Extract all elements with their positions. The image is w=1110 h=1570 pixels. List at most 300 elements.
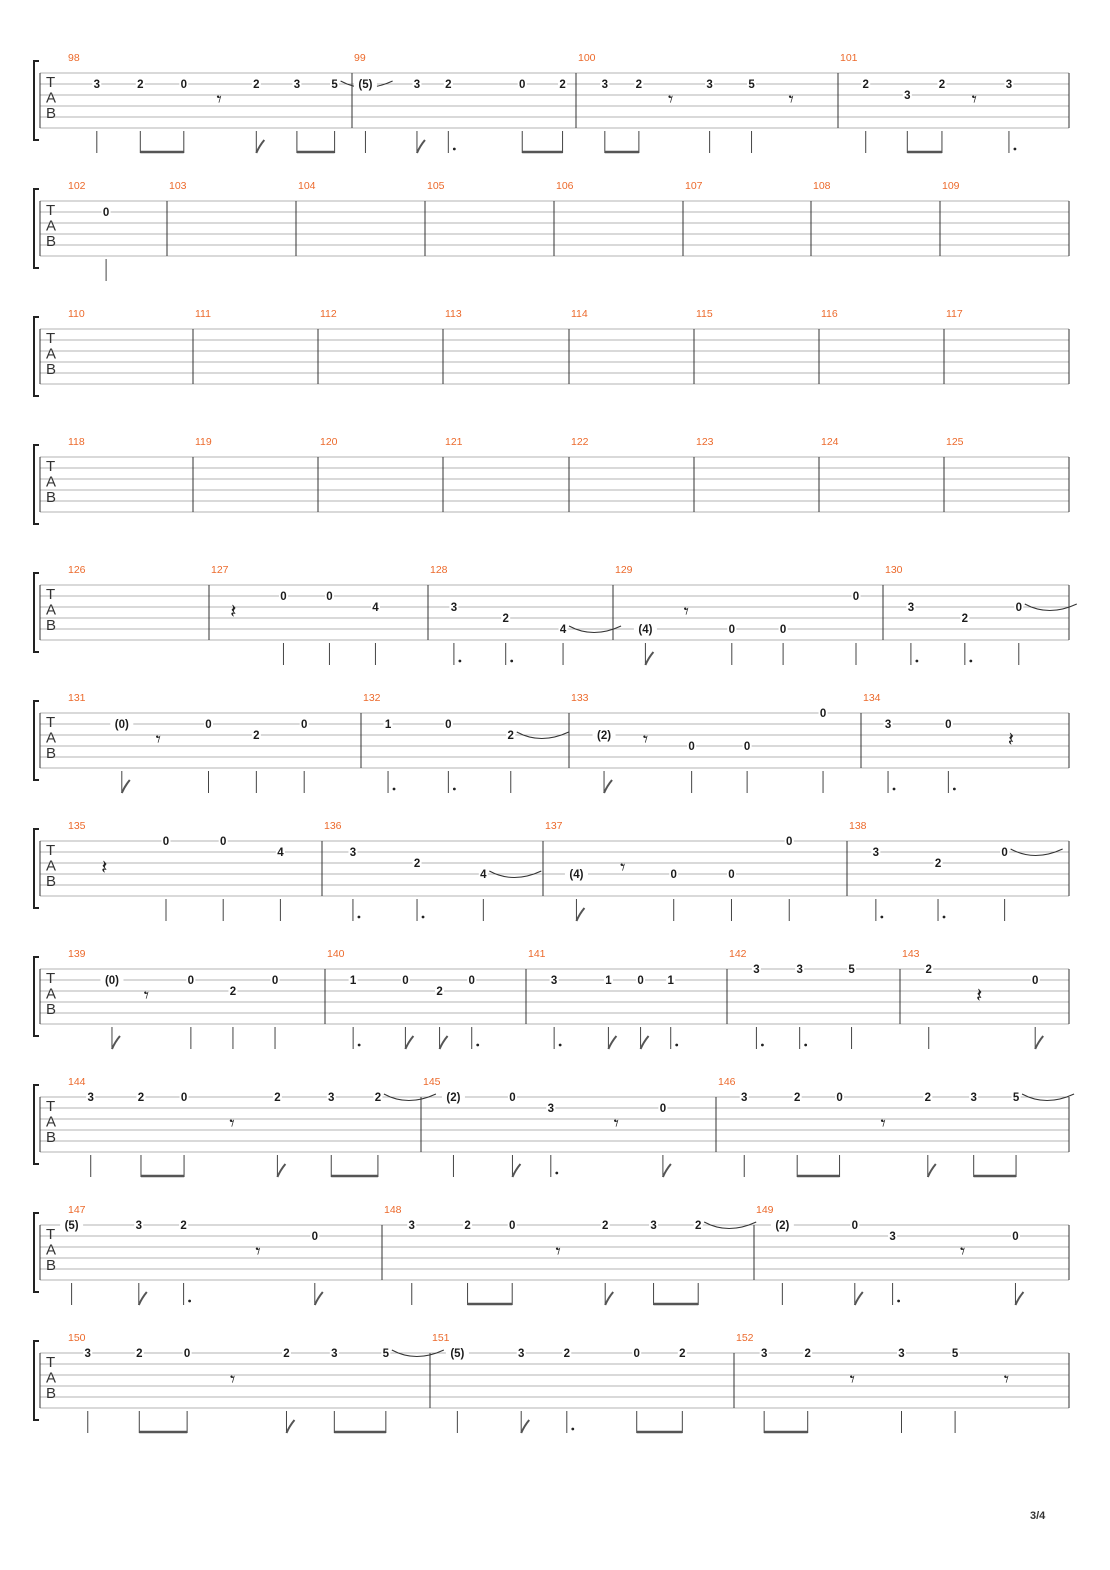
fret-number: 2 <box>924 1092 932 1104</box>
fret-number: 2 <box>559 79 566 91</box>
measure-number: 100 <box>578 52 596 64</box>
tab-clef-letter: T <box>46 1354 56 1371</box>
eighth-flag <box>521 1420 529 1433</box>
tab-clef-letter: T <box>46 74 56 91</box>
fret-number: 0 <box>311 1231 319 1243</box>
duration-dot <box>943 916 946 919</box>
tab-system <box>34 1076 1074 1177</box>
eighth-rest: 𝄾 <box>620 855 626 879</box>
measure-number: 152 <box>736 1332 754 1344</box>
fret-number: 3 <box>898 1348 905 1360</box>
measure-number: 99 <box>354 52 366 64</box>
system-bracket <box>34 701 39 780</box>
fret-number: 0 <box>271 975 279 987</box>
fret-number: 3 <box>884 719 892 731</box>
fret-number: (0) <box>114 719 129 731</box>
tab-system <box>34 52 1069 153</box>
tab-clef-letter: B <box>46 361 57 378</box>
fret-number: (5) <box>450 1348 465 1360</box>
fret-number: 3 <box>517 1348 525 1360</box>
duration-dot <box>459 660 462 663</box>
fret-number: 3 <box>328 1092 335 1104</box>
measure-number: 132 <box>363 692 381 704</box>
measure-number: 143 <box>902 948 920 960</box>
measure-number: 112 <box>320 308 337 320</box>
measure-number: 126 <box>68 564 86 576</box>
fret-number: 0 <box>836 1092 843 1104</box>
tab-clef-letter: A <box>46 985 57 1003</box>
tab-clef-letter: A <box>46 89 57 107</box>
fret-number: (5) <box>64 1220 79 1232</box>
fret-number: 0 <box>300 719 308 731</box>
eighth-flag <box>417 140 425 153</box>
tab-clef-letter: T <box>46 586 56 603</box>
eighth-flag <box>608 1036 616 1049</box>
eighth-flag <box>122 780 130 793</box>
fret-number: 3 <box>293 79 301 91</box>
fret-number: 2 <box>925 964 932 976</box>
system-bracket <box>34 189 39 268</box>
duration-dot <box>358 916 361 919</box>
tab-clef-letter: B <box>46 1385 57 1402</box>
measure-number: 145 <box>423 1076 441 1088</box>
fret-number: (4) <box>569 869 584 881</box>
fret-number: 3 <box>413 79 421 91</box>
measure-number: 131 <box>68 692 86 704</box>
tab-clef-letter: B <box>46 617 57 634</box>
system-bracket <box>34 317 39 396</box>
eighth-rest: 𝄾 <box>555 1239 561 1263</box>
tab-clef-letter: A <box>46 729 57 747</box>
system-bracket <box>34 573 39 652</box>
fret-number: 3 <box>84 1348 91 1360</box>
tab-clef-letter: A <box>46 217 57 235</box>
tab-system <box>34 564 1077 665</box>
measure-number: 140 <box>327 948 345 960</box>
eighth-flag <box>440 1036 448 1049</box>
eighth-flag <box>663 1164 671 1177</box>
eighth-flag <box>1035 1036 1043 1049</box>
fret-number: 0 <box>1001 847 1008 859</box>
fret-number: 2 <box>274 1092 281 1104</box>
fret-number: 2 <box>137 79 144 91</box>
eighth-flag <box>277 1164 285 1177</box>
fret-number: 2 <box>374 1092 382 1104</box>
measure-number: 121 <box>445 436 463 448</box>
fret-number: (2) <box>446 1092 461 1104</box>
measure-number: 115 <box>696 308 713 320</box>
fret-number: 2 <box>804 1348 811 1360</box>
tab-clef-letter: B <box>46 1129 57 1146</box>
tab-system <box>34 692 1069 793</box>
fret-number: 0 <box>180 79 188 91</box>
duration-dot <box>188 1300 191 1303</box>
fret-number: 0 <box>1012 1231 1019 1243</box>
tab-system <box>34 820 1069 921</box>
tab-clef-letter: A <box>46 473 57 491</box>
fret-number: 1 <box>349 975 357 987</box>
duration-dot <box>358 1044 361 1047</box>
fret-number: 0 <box>637 975 644 987</box>
duration-dot <box>453 148 456 151</box>
measure-number: 114 <box>571 308 588 320</box>
measure-number: 149 <box>756 1204 774 1216</box>
eighth-flag <box>286 1420 294 1433</box>
fret-number: 0 <box>786 836 793 848</box>
fret-number: 2 <box>413 858 421 870</box>
fret-number: 3 <box>601 79 609 91</box>
fret-number: 0 <box>1031 975 1039 987</box>
tab-system <box>34 1332 1069 1433</box>
measure-number: 147 <box>68 1204 86 1216</box>
fret-number: 2 <box>862 79 869 91</box>
fret-number: 2 <box>563 1348 571 1360</box>
eighth-flag <box>112 1036 120 1049</box>
fret-number: 0 <box>162 836 170 848</box>
measure-number: 136 <box>324 820 342 832</box>
measure-number: 130 <box>885 564 903 576</box>
fret-number: 2 <box>229 986 237 998</box>
fret-number: (2) <box>775 1220 790 1232</box>
tab-system <box>34 180 1069 281</box>
measure-number: 101 <box>840 52 858 64</box>
measure-number: 98 <box>68 52 80 64</box>
measure-number: 144 <box>68 1076 86 1088</box>
fret-number: (2) <box>597 730 612 742</box>
fret-number: 0 <box>187 975 195 987</box>
fret-number: 0 <box>402 975 409 987</box>
eighth-rest: 𝄾 <box>667 87 674 111</box>
fret-number: 2 <box>436 986 443 998</box>
fret-number: 3 <box>1005 79 1013 91</box>
duration-dot <box>422 916 425 919</box>
eighth-rest: 𝄾 <box>849 1367 855 1391</box>
fret-number: 3 <box>796 964 803 976</box>
fret-number: 3 <box>550 975 558 987</box>
fret-number: 0 <box>945 719 952 731</box>
fret-number: 3 <box>889 1231 896 1243</box>
fret-number: 3 <box>904 90 911 102</box>
measure-number: 108 <box>813 180 831 192</box>
measure-number: 133 <box>571 692 589 704</box>
tab-clef-letter: B <box>46 1001 57 1018</box>
measure-number: 117 <box>946 308 963 320</box>
measure-number: 142 <box>729 948 747 960</box>
tab-clef-letter: A <box>46 857 57 875</box>
eighth-flag <box>641 1036 649 1049</box>
tab-clef-letter: A <box>46 1113 57 1131</box>
fret-number: 2 <box>793 1092 801 1104</box>
fret-number: 0 <box>633 1348 640 1360</box>
measure-number: 113 <box>445 308 462 320</box>
duration-dot <box>953 788 956 791</box>
duration-dot <box>476 1044 479 1047</box>
duration-dot <box>893 788 896 791</box>
measure-number: 129 <box>615 564 633 576</box>
fret-number: 2 <box>679 1348 686 1360</box>
measure-number: 135 <box>68 820 86 832</box>
measure-number: 106 <box>556 180 574 192</box>
fret-number: 0 <box>670 869 677 881</box>
fret-number: 5 <box>951 1348 959 1360</box>
tab-clef-letter: T <box>46 1098 56 1115</box>
duration-dot <box>559 1044 562 1047</box>
measure-number: 141 <box>528 948 546 960</box>
fret-number: 3 <box>450 602 458 614</box>
fret-number: 0 <box>509 1092 516 1104</box>
fret-number: 1 <box>384 719 392 731</box>
fret-number: 2 <box>137 1092 145 1104</box>
fret-number: 3 <box>93 79 101 91</box>
measure-number: 128 <box>430 564 448 576</box>
eighth-flag <box>928 1164 936 1177</box>
measure-number: 107 <box>685 180 703 192</box>
fret-number: 0 <box>205 719 212 731</box>
fret-number: (4) <box>638 624 653 636</box>
eighth-flag <box>855 1292 863 1305</box>
tab-clef-letter: A <box>46 345 57 363</box>
tab-clef-letter: A <box>46 601 57 619</box>
eighth-flag <box>645 652 653 665</box>
tab-clef-letter: A <box>46 1369 57 1387</box>
fret-number: 0 <box>819 708 827 720</box>
tab-clef-letter: T <box>46 1226 56 1243</box>
measure-number: 137 <box>545 820 563 832</box>
fret-number: 4 <box>559 624 567 636</box>
fret-number: 0 <box>728 624 736 636</box>
system-bracket <box>34 1341 39 1420</box>
fret-number: 0 <box>445 719 452 731</box>
eighth-rest: 𝄾 <box>880 1111 886 1135</box>
fret-number: 0 <box>326 591 333 603</box>
duration-dot <box>453 788 456 791</box>
fret-number: 0 <box>183 1348 191 1360</box>
fret-number: 2 <box>464 1220 471 1232</box>
measure-number: 123 <box>696 436 714 448</box>
system-bracket <box>34 445 39 524</box>
fret-number: 2 <box>507 730 514 742</box>
measure-number: 125 <box>946 436 964 448</box>
tab-clef-letter: B <box>46 1257 57 1274</box>
fret-number: 4 <box>277 847 284 859</box>
fret-number: 3 <box>760 1348 768 1360</box>
quarter-rest: 𝄽 <box>976 983 983 1007</box>
eighth-flag <box>605 1292 613 1305</box>
measure-number: 119 <box>195 436 212 448</box>
quarter-rest: 𝄽 <box>101 855 108 879</box>
eighth-flag <box>512 1164 520 1177</box>
fret-number: 0 <box>1015 602 1022 614</box>
fret-number: 2 <box>502 613 509 625</box>
page-number: 3/4 <box>1030 1510 1046 1522</box>
measure-number: 146 <box>718 1076 736 1088</box>
tab-clef-letter: T <box>46 330 56 347</box>
eighth-rest: 𝄾 <box>143 983 150 1007</box>
fret-number: 0 <box>728 869 735 881</box>
measure-number: 127 <box>211 564 229 576</box>
fret-number: 0 <box>851 1220 859 1232</box>
eighth-flag <box>405 1036 413 1049</box>
fret-number: 3 <box>741 1092 748 1104</box>
eighth-flag <box>256 140 264 153</box>
eighth-rest: 𝄾 <box>683 599 689 623</box>
fret-number: 3 <box>872 847 880 859</box>
fret-number: 0 <box>743 741 751 753</box>
tab-clef-letter: B <box>46 233 57 250</box>
tab-clef-letter: T <box>46 842 56 859</box>
eighth-rest: 𝄾 <box>229 1111 235 1135</box>
tab-clef-letter: T <box>46 458 56 475</box>
measure-number: 105 <box>427 180 445 192</box>
measure-number: 103 <box>169 180 187 192</box>
fret-number: 0 <box>468 975 475 987</box>
fret-number: 2 <box>180 1220 187 1232</box>
fret-number: 0 <box>508 1220 516 1232</box>
fret-number: 2 <box>601 1220 609 1232</box>
fret-number: 2 <box>445 79 452 91</box>
fret-number: 2 <box>938 79 946 91</box>
tab-clef-letter: T <box>46 970 56 987</box>
duration-dot <box>969 660 972 663</box>
duration-dot <box>675 1044 678 1047</box>
fret-number: 5 <box>848 964 855 976</box>
eighth-flag <box>604 780 612 793</box>
eighth-flag <box>1015 1292 1023 1305</box>
measure-number: 118 <box>68 436 85 448</box>
fret-number: 2 <box>934 858 942 870</box>
measure-number: 110 <box>68 308 85 320</box>
fret-number: 2 <box>253 79 260 91</box>
duration-dot <box>1014 148 1017 151</box>
fret-number: 0 <box>219 836 227 848</box>
measure-number: 150 <box>68 1332 86 1344</box>
measure-number: 104 <box>298 180 316 192</box>
eighth-rest: 𝄾 <box>255 1239 261 1263</box>
eighth-rest: 𝄾 <box>216 87 222 111</box>
fret-number: 4 <box>372 602 379 614</box>
eighth-flag <box>576 908 584 921</box>
duration-dot <box>571 1428 574 1431</box>
eighth-rest: 𝄾 <box>155 727 161 751</box>
measure-number: 122 <box>571 436 589 448</box>
eighth-rest: 𝄾 <box>788 87 794 111</box>
fret-number: 2 <box>961 613 969 625</box>
fret-number: 1 <box>605 975 612 987</box>
tab-system <box>34 948 1069 1049</box>
fret-number: 3 <box>331 1348 338 1360</box>
fret-number: 2 <box>253 730 260 742</box>
tab-clef-letter: A <box>46 1241 57 1259</box>
duration-dot <box>393 788 396 791</box>
measure-number: 116 <box>821 308 838 320</box>
eighth-flag <box>139 1292 147 1305</box>
fret-number: 2 <box>635 79 643 91</box>
measure-number: 151 <box>432 1332 450 1344</box>
fret-number: 3 <box>753 964 760 976</box>
measure-number: 102 <box>68 180 86 192</box>
duration-dot <box>555 1172 558 1175</box>
fret-number: 0 <box>852 591 860 603</box>
tab-clef-letter: B <box>46 745 57 762</box>
system-bracket <box>34 1213 39 1292</box>
eighth-rest: 𝄾 <box>229 1367 236 1391</box>
eighth-rest: 𝄾 <box>960 1239 966 1263</box>
fret-number: 0 <box>659 1103 667 1115</box>
eighth-rest: 𝄾 <box>971 87 977 111</box>
tab-clef-letter: T <box>46 714 56 731</box>
fret-number: 0 <box>779 624 787 636</box>
fret-number: 5 <box>1012 1092 1020 1104</box>
tab-system <box>34 436 1069 524</box>
duration-dot <box>804 1044 807 1047</box>
fret-number: 5 <box>748 79 755 91</box>
measure-number: 109 <box>942 180 960 192</box>
tab-clef-letter: B <box>46 489 57 506</box>
eighth-flag <box>315 1292 323 1305</box>
fret-number: 3 <box>650 1220 657 1232</box>
fret-number: 3 <box>907 602 915 614</box>
fret-number: (5) <box>358 79 373 91</box>
system-bracket <box>34 829 39 908</box>
fret-number: 3 <box>135 1220 143 1232</box>
fret-number: 3 <box>547 1103 555 1115</box>
tab-clef-letter: B <box>46 873 57 890</box>
fret-number: 1 <box>667 975 674 987</box>
fret-number: 5 <box>331 79 338 91</box>
fret-number: (0) <box>104 975 120 987</box>
fret-number: 2 <box>136 1348 143 1360</box>
system-bracket <box>34 957 39 1036</box>
fret-number: 4 <box>480 869 487 881</box>
fret-number: 0 <box>688 741 695 753</box>
quarter-rest: 𝄽 <box>230 599 237 623</box>
fret-number: 2 <box>283 1348 290 1360</box>
fret-number: 5 <box>382 1348 390 1360</box>
fret-number: 2 <box>694 1220 702 1232</box>
fret-number: 0 <box>280 591 287 603</box>
measure-number: 148 <box>384 1204 402 1216</box>
duration-dot <box>510 660 513 663</box>
measure-number: 111 <box>195 308 211 320</box>
measure-number: 139 <box>68 948 86 960</box>
duration-dot <box>916 660 919 663</box>
eighth-rest: 𝄾 <box>642 727 649 751</box>
tab-system <box>34 308 1069 396</box>
fret-number: 3 <box>970 1092 977 1104</box>
fret-number: 3 <box>87 1092 94 1104</box>
duration-dot <box>897 1300 900 1303</box>
fret-number: 3 <box>706 79 713 91</box>
duration-dot <box>880 916 883 919</box>
tab-clef-letter: B <box>46 105 57 122</box>
fret-number: 3 <box>349 847 357 859</box>
measure-number: 138 <box>849 820 867 832</box>
tab-system <box>34 1204 1069 1305</box>
measure-number: 134 <box>863 692 881 704</box>
fret-number: 0 <box>180 1092 188 1104</box>
measure-number: 124 <box>821 436 839 448</box>
duration-dot <box>761 1044 764 1047</box>
measure-number: 120 <box>320 436 338 448</box>
eighth-rest: 𝄾 <box>613 1111 619 1135</box>
eighth-rest: 𝄾 <box>1003 1367 1010 1391</box>
system-bracket <box>34 61 39 140</box>
fret-number: 0 <box>102 207 110 219</box>
tab-clef-letter: T <box>46 202 56 219</box>
fret-number: 3 <box>408 1220 415 1232</box>
quarter-rest: 𝄽 <box>1007 727 1014 751</box>
system-bracket <box>34 1085 39 1164</box>
